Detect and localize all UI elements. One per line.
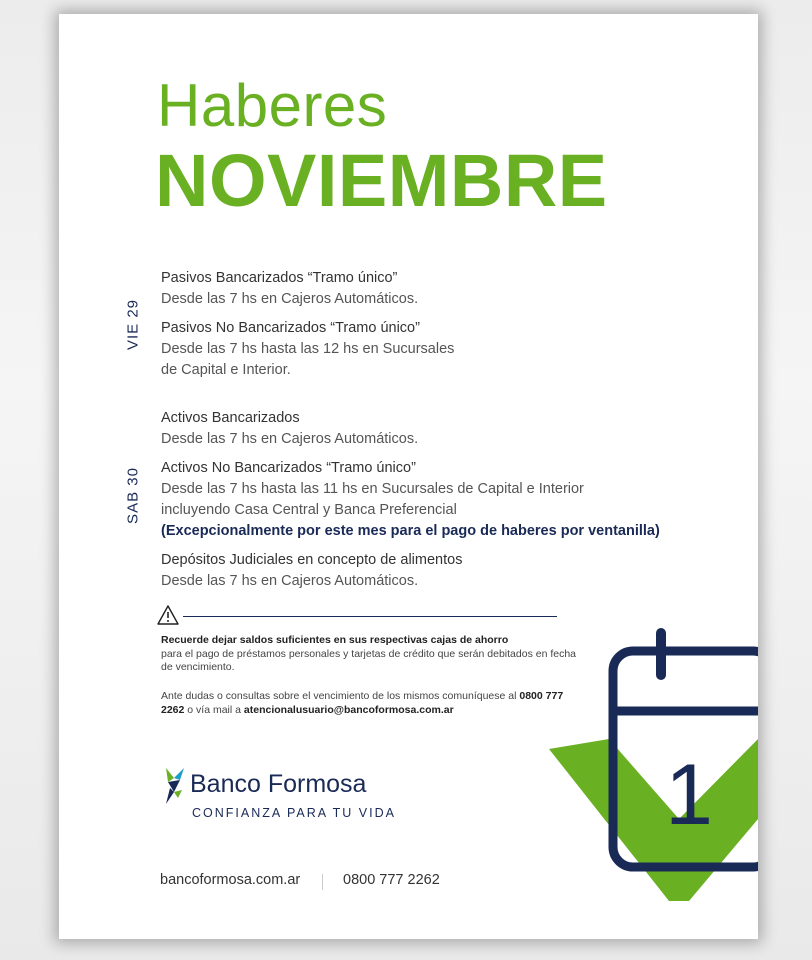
brand-logo bbox=[160, 764, 420, 824]
flyer-page bbox=[59, 14, 758, 939]
notice-text: Ante dudas o consultas sobre el vencimiento de los mismos comuníquese al bbox=[161, 690, 517, 702]
item-note-bold: (Excepcionalmente por este mes para el pago de haberes por ventanilla) bbox=[161, 523, 660, 539]
footer-phone: 0800 777 2262 bbox=[343, 872, 440, 888]
day-block-sab-30 bbox=[161, 408, 660, 600]
footer-separator bbox=[322, 874, 323, 890]
brand-name: Banco Formosa bbox=[190, 770, 367, 798]
item-title: Depósitos Judiciales en concepto de alimentos bbox=[161, 552, 463, 568]
notice-paragraph-2 bbox=[161, 690, 581, 717]
check-mark-shape bbox=[549, 739, 758, 901]
item-line: incluyendo Casa Central y Banca Preferencial bbox=[161, 502, 457, 518]
warning-icon bbox=[157, 605, 179, 625]
schedule-item bbox=[161, 408, 660, 450]
notice-phone: 0800 777 2262 bbox=[161, 690, 564, 716]
notice-text: para el pago de préstamos personales y tarjetas de crédito que serán debitados en fecha de vencimiento. bbox=[161, 647, 577, 673]
notice-email: atencionalusuario@bancoformosa.com.ar bbox=[243, 703, 454, 716]
item-line: Desde las 7 hs en Cajeros Automáticos. bbox=[161, 291, 419, 307]
schedule-item bbox=[161, 268, 454, 310]
banco-formosa-logo-icon bbox=[160, 764, 188, 808]
brand-tagline: CONFIANZA PARA TU VIDA bbox=[192, 806, 396, 820]
day-label-sab-30: SAB 30 bbox=[124, 467, 142, 524]
notice-text: o vía mail a bbox=[187, 703, 241, 716]
schedule-item bbox=[161, 458, 660, 542]
calendar-check-icon bbox=[549, 619, 758, 909]
day-block-vie-29 bbox=[161, 268, 454, 389]
item-line: Desde las 7 hs en Cajeros Automáticos. bbox=[161, 573, 419, 589]
footer-website: bancoformosa.com.ar bbox=[160, 872, 301, 888]
divider-line bbox=[183, 616, 557, 617]
item-line: de Capital e Interior. bbox=[161, 362, 291, 378]
title-haberes: Haberes bbox=[157, 72, 388, 139]
item-title: Pasivos No Bancarizados “Tramo único” bbox=[161, 320, 420, 336]
item-line: Desde las 7 hs en Cajeros Automáticos. bbox=[161, 431, 419, 447]
item-line: Desde las 7 hs hasta las 12 hs en Sucursales bbox=[161, 341, 455, 357]
notice-paragraph-1 bbox=[161, 634, 581, 675]
item-title: Pasivos Bancarizados “Tramo único” bbox=[161, 270, 398, 286]
item-line: Desde las 7 hs hasta las 11 hs en Sucursales de Capital e Interior bbox=[161, 481, 584, 497]
item-title: Activos No Bancarizados “Tramo único” bbox=[161, 460, 416, 476]
warning-divider bbox=[157, 602, 559, 626]
title-month: NOVIEMBRE bbox=[155, 139, 608, 222]
day-label-vie-29: VIE 29 bbox=[124, 298, 142, 351]
item-title: Activos Bancarizados bbox=[161, 410, 300, 426]
calendar-day-number: 1 bbox=[665, 747, 713, 843]
schedule-item bbox=[161, 550, 660, 592]
schedule-item bbox=[161, 318, 454, 381]
notice-bold-text: Recuerde dejar saldos suficientes en sus respectivas cajas de ahorro bbox=[161, 634, 509, 646]
